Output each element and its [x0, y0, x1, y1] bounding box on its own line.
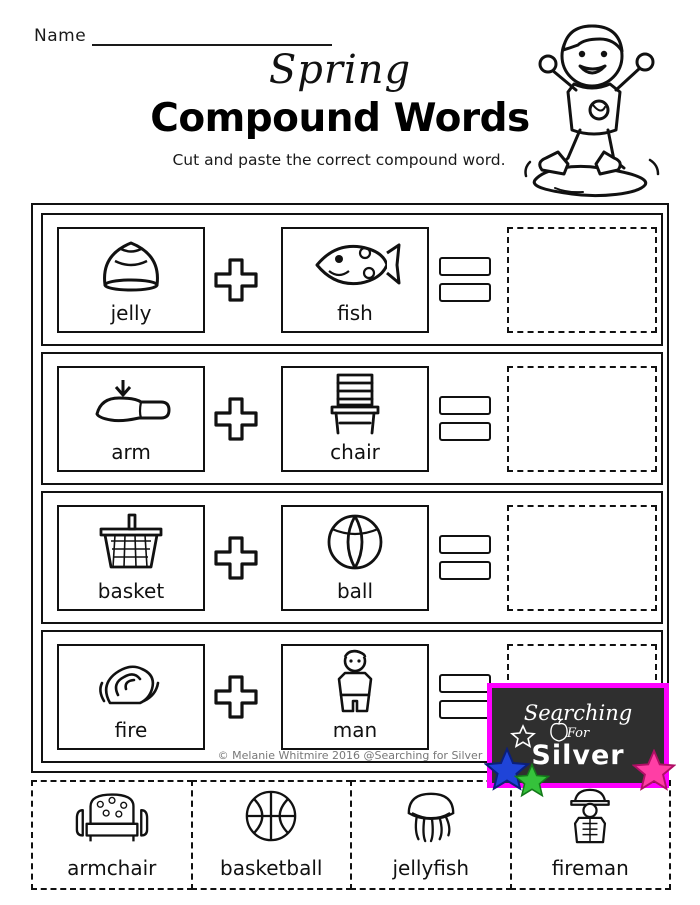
right-picture-card: [281, 366, 429, 472]
title-block: [0, 47, 700, 169]
equals-bar-bottom: [439, 422, 491, 441]
equals-bar-top: [439, 674, 491, 693]
equals-icon: [429, 257, 501, 302]
list-item[interactable]: [350, 780, 512, 890]
equals-bar-bottom: [439, 561, 491, 580]
plus-icon: [205, 396, 267, 442]
answer-paste-box[interactable]: [507, 366, 657, 472]
name-field-row: [34, 26, 332, 46]
left-picture-card: [57, 366, 205, 472]
chair-icon: [283, 372, 427, 434]
left-picture-card: [57, 505, 205, 611]
left-word-label: fire: [114, 717, 148, 742]
basketball-icon: [193, 786, 351, 846]
cutout-word-label: jellyfish: [392, 856, 469, 880]
name-label: Name: [34, 26, 87, 46]
copyright-text: © Melanie Whitmire 2016 @Searching for Silver: [217, 749, 483, 762]
list-item[interactable]: [31, 780, 193, 890]
left-word-label: jelly: [110, 300, 152, 325]
right-word-label: man: [332, 717, 378, 742]
armchair-icon: [33, 786, 191, 846]
page-title: Compound Words: [150, 96, 530, 141]
answer-paste-box[interactable]: [507, 227, 657, 333]
right-picture-card: [281, 644, 429, 750]
equals-bar-top: [439, 535, 491, 554]
cutout-word-label: armchair: [67, 856, 157, 880]
left-picture-card: [57, 227, 205, 333]
equals-icon: [429, 535, 501, 580]
right-word-label: chair: [330, 439, 380, 464]
fire-icon: [59, 650, 203, 712]
green-star-icon: [514, 763, 550, 799]
man-icon: [283, 650, 427, 712]
logo-line-1: Searching: [523, 700, 633, 725]
logo-line-2: For: [566, 725, 590, 741]
right-picture-card: [281, 505, 429, 611]
answer-paste-box[interactable]: [507, 505, 657, 611]
equals-bar-bottom: [439, 700, 491, 719]
list-item[interactable]: [191, 780, 353, 890]
fish-icon: [283, 233, 427, 295]
name-input-line[interactable]: [92, 30, 332, 46]
pink-star-icon: [632, 749, 676, 793]
equals-bar-top: [439, 396, 491, 415]
logo-line-3: Silver: [531, 739, 625, 771]
right-picture-card: [281, 227, 429, 333]
cutout-word-label: fireman: [551, 856, 629, 880]
beach-ball-icon: [283, 511, 427, 573]
left-word-label: arm: [111, 439, 151, 464]
table-row: [41, 213, 663, 346]
left-word-label: basket: [97, 578, 165, 603]
left-picture-card: [57, 644, 205, 750]
jelly-mold-icon: [59, 233, 203, 295]
instructions-text: Cut and paste the correct compound word.: [172, 151, 506, 169]
table-row: [41, 491, 663, 624]
table-row: [41, 352, 663, 485]
cutout-word-label: basketball: [220, 856, 323, 880]
right-word-label: ball: [336, 578, 374, 603]
watermark-logo: [487, 683, 669, 788]
equals-icon: [429, 396, 501, 441]
cutout-strip: [31, 780, 669, 890]
apple-icon: [548, 718, 570, 742]
equals-bar-bottom: [439, 283, 491, 302]
basket-icon: [59, 511, 203, 573]
plus-icon: [205, 535, 267, 581]
title-script: Spring: [268, 47, 412, 93]
plus-icon: [205, 674, 267, 720]
plus-icon: [205, 257, 267, 303]
jellyfish-icon: [352, 786, 510, 846]
equals-bar-top: [439, 257, 491, 276]
arm-icon: [59, 372, 203, 434]
right-word-label: fish: [337, 300, 373, 325]
